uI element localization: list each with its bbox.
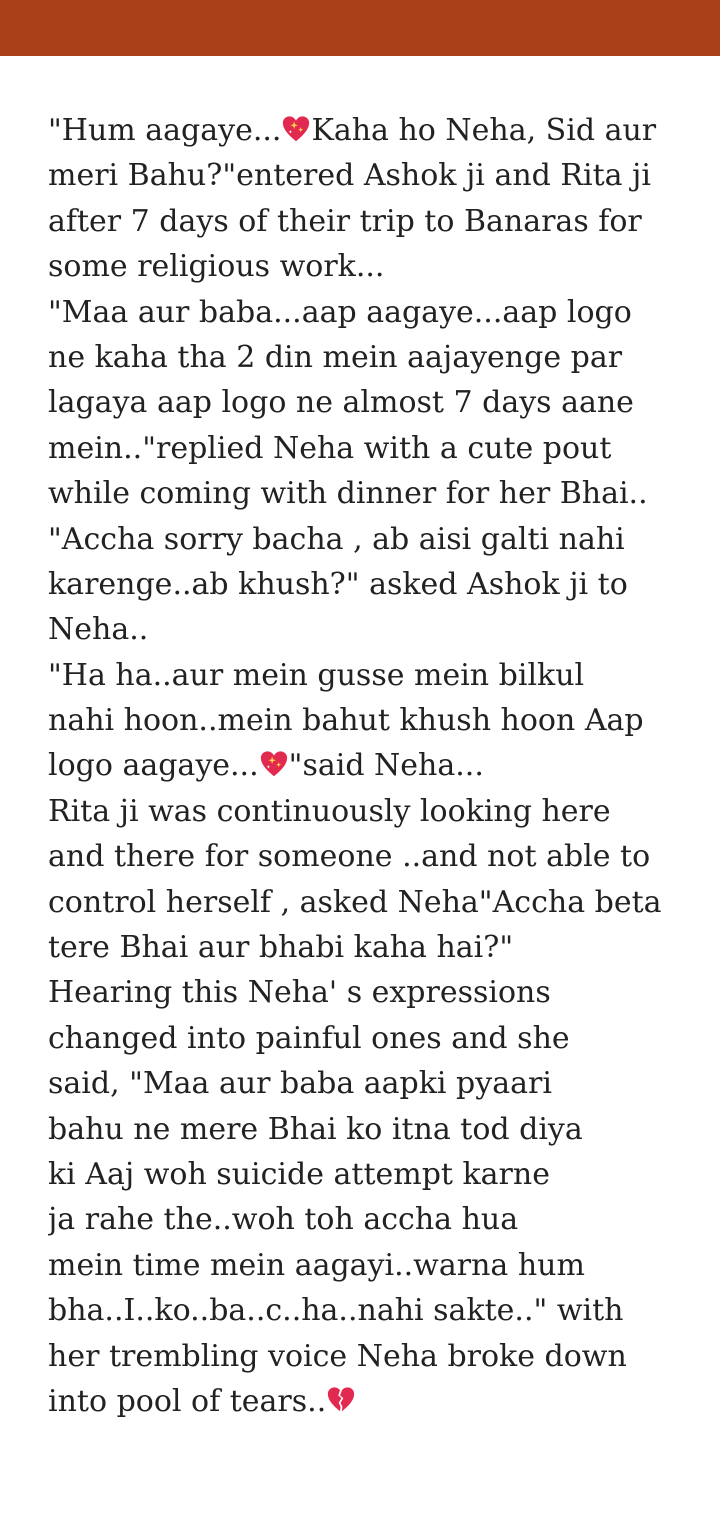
- story-line: mein time mein aagayi..warna hum: [48, 1247, 585, 1283]
- story-line: after 7 days of their trip to Banaras for: [48, 203, 642, 239]
- story-line: bha..I..ko..ba..c..ha..nahi sakte.." with: [48, 1293, 624, 1329]
- story-line-text: into pool of tears..: [48, 1383, 327, 1419]
- story-line: bahu ne mere Bhai ko itna tod diya: [48, 1111, 583, 1147]
- story-line: said, "Maa aur baba aapki pyaari: [48, 1066, 552, 1102]
- story-line-text: logo aagaye...: [48, 748, 259, 784]
- story-line: ja rahe the..woh toh accha hua: [48, 1202, 519, 1238]
- story-line: Rita ji was continuously looking here: [48, 793, 611, 829]
- story-text: [48, 108, 688, 1480]
- story-line: while coming with dinner for her Bhai..: [48, 476, 648, 512]
- story-line: "Ha ha..aur mein gusse mein bilkul: [48, 657, 585, 693]
- story-line: [48, 1379, 688, 1424]
- story-line: ne kaha tha 2 din mein aajayenge par: [48, 339, 623, 375]
- story-reader[interactable]: [0, 56, 720, 1520]
- status-bar: [0, 0, 720, 56]
- story-line: nahi hoon..mein bahut khush hoon Aap: [48, 703, 644, 739]
- story-line: [48, 743, 688, 788]
- broken-heart-icon: [326, 1385, 356, 1415]
- story-line-text: Kaha ho Neha, Sid aur: [311, 113, 657, 148]
- story-line: meri Bahu?"entered Ashok ji and Rita ji: [48, 158, 651, 194]
- story-line-text: "said Neha...: [288, 748, 484, 784]
- story-line: [48, 108, 688, 153]
- story-line: "Maa aur baba...aap aagaye...aap logo: [48, 294, 632, 330]
- story-line: "Accha sorry bacha , ab aisi galti nahi: [48, 521, 625, 557]
- story-line: tere Bhai aur bhabi kaha hai?": [48, 930, 514, 966]
- story-line: control herself , asked Neha"Accha beta: [48, 884, 662, 920]
- story-line: Neha..: [48, 612, 149, 648]
- story-line: ki Aaj woh suicide attempt karne: [48, 1156, 550, 1192]
- story-line: lagaya aap logo ne almost 7 days aane: [48, 385, 634, 421]
- story-line: Hearing this Neha' s expressions: [48, 975, 551, 1011]
- story-line: mein.."replied Neha with a cute pout: [48, 430, 612, 466]
- story-line: her trembling voice Neha broke down: [48, 1338, 627, 1374]
- sparkling-heart-icon: [281, 114, 311, 144]
- story-line-text: "Hum aagaye...: [48, 113, 282, 148]
- story-line: and there for someone ..and not able to: [48, 839, 651, 875]
- story-line: some religious work...: [48, 249, 385, 285]
- story-line: changed into painful ones and she: [48, 1020, 570, 1056]
- story-line: karenge..ab khush?" asked Ashok ji to: [48, 566, 628, 602]
- sparkling-heart-icon: [259, 749, 289, 779]
